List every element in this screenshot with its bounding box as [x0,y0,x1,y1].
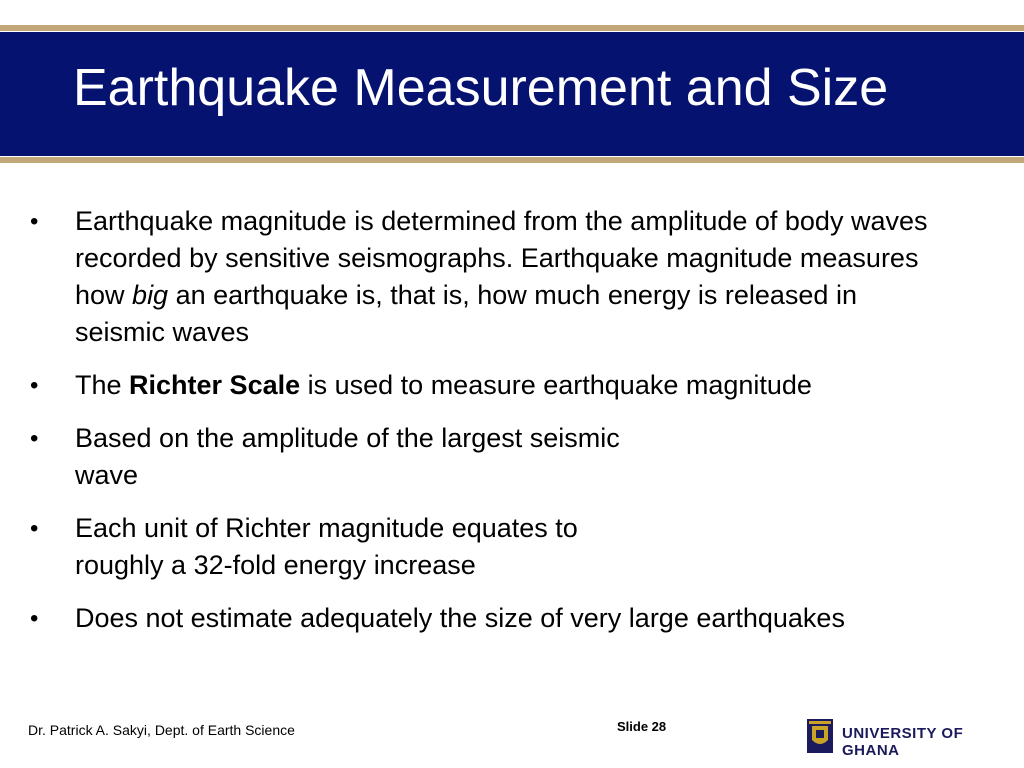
bullet-item [30,510,930,584]
bullet-marker: • [30,605,39,632]
bullet-list [30,203,930,653]
institution-name: UNIVERSITY OF GHANA [842,725,964,759]
footer-author: Dr. Patrick A. Sakyi, Dept. of Earth Science [28,722,295,738]
bullet-text: Earthquake magnitude is determined from the amplitude of body waves recorded by sensitive seismographs. Earthquake magnitude measures how big an earthquake is, that is, how much energy is released in seismic waves [75,206,928,347]
slide-number: Slide 28 [617,719,667,734]
bullet-marker: • [30,372,39,399]
bullet-marker: • [30,208,39,235]
university-crest-icon [806,718,834,754]
bullet-marker: • [30,425,39,452]
header-top-rule [0,25,1024,31]
slide-title: Earthquake Measurement and Size [73,59,889,117]
bullet-item [30,203,930,351]
bullet-text: Based on the amplitude of the largest seismic wave [75,423,620,490]
bullet-text: Does not estimate adequately the size of very large earthquakes [75,603,845,633]
bullet-text: The Richter Scale is used to measure earthquake magnitude [75,370,812,400]
bullet-text: Each unit of Richter magnitude equates to roughly a 32-fold energy increase [75,513,578,580]
bullet-item [30,600,930,637]
header-bottom-rule [0,157,1024,163]
bullet-marker: • [30,515,39,542]
bullet-item [30,367,930,404]
bullet-item [30,420,930,494]
